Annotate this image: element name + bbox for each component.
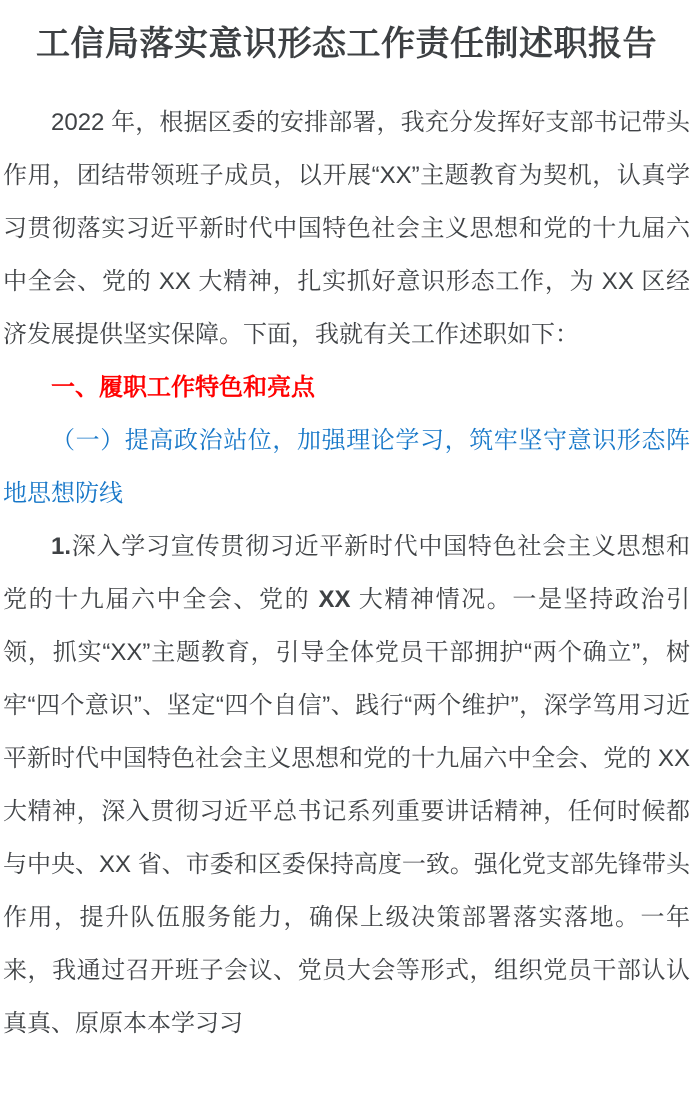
heading-red: [3, 361, 690, 414]
paragraph: [3, 520, 690, 1050]
text-segment: 大精神情况。一是坚持政治引领，抓实“XX”主题教育，引导全体党员干部拥护“两个确立”，树牢“四个意识”、坚定“四个自信”、践行“两个维护”，深学笃用习近平新时代中国特色社会主义思想和党的十九届六中全会、党的 XX 大精神，深入贯彻习近平总书记系列重要讲话精神，任何时候都与中央、XX 省、市委和区委保持高度一致。强化党支部先锋带头作用，提升队伍服务能力，确保上级决策部署落实落地。一年来，我通过召开班子会议、党员大会等形式，组织党员干部认认真真、原原本本学习习: [3, 586, 691, 1038]
paragraph: [3, 96, 690, 361]
heading-blue: [3, 414, 690, 520]
document-body: [0, 96, 693, 1050]
text-segment: 深入学习宣传贯彻习近平新时代中国特色社会主义思想和党的十九届六中全会、党的: [3, 533, 690, 614]
text-segment: XX: [318, 586, 351, 614]
text-segment: 一、履职工作特色和亮点: [51, 374, 315, 402]
document-title: 工信局落实意识形态工作责任制述职报告: [36, 25, 657, 63]
text-segment: 2022 年，根据区委的安排部署，我充分发挥好支部书记带头作用，团结带领班子成员，以开展“XX”主题教育为契机，认真学习贯彻落实习近平新时代中国特色社会主义思想和党的十九届六中全会、党的 XX 大精神，扎实抓好意识形态工作，为 XX 区经济发展提供坚实保障。下面，我就有关工作述职如下：: [3, 109, 690, 349]
text-segment: （一）提高政治站位，加强理论学习，筑牢坚守意识形态阵地思想防线: [3, 427, 690, 508]
text-segment: 1.: [51, 533, 72, 561]
